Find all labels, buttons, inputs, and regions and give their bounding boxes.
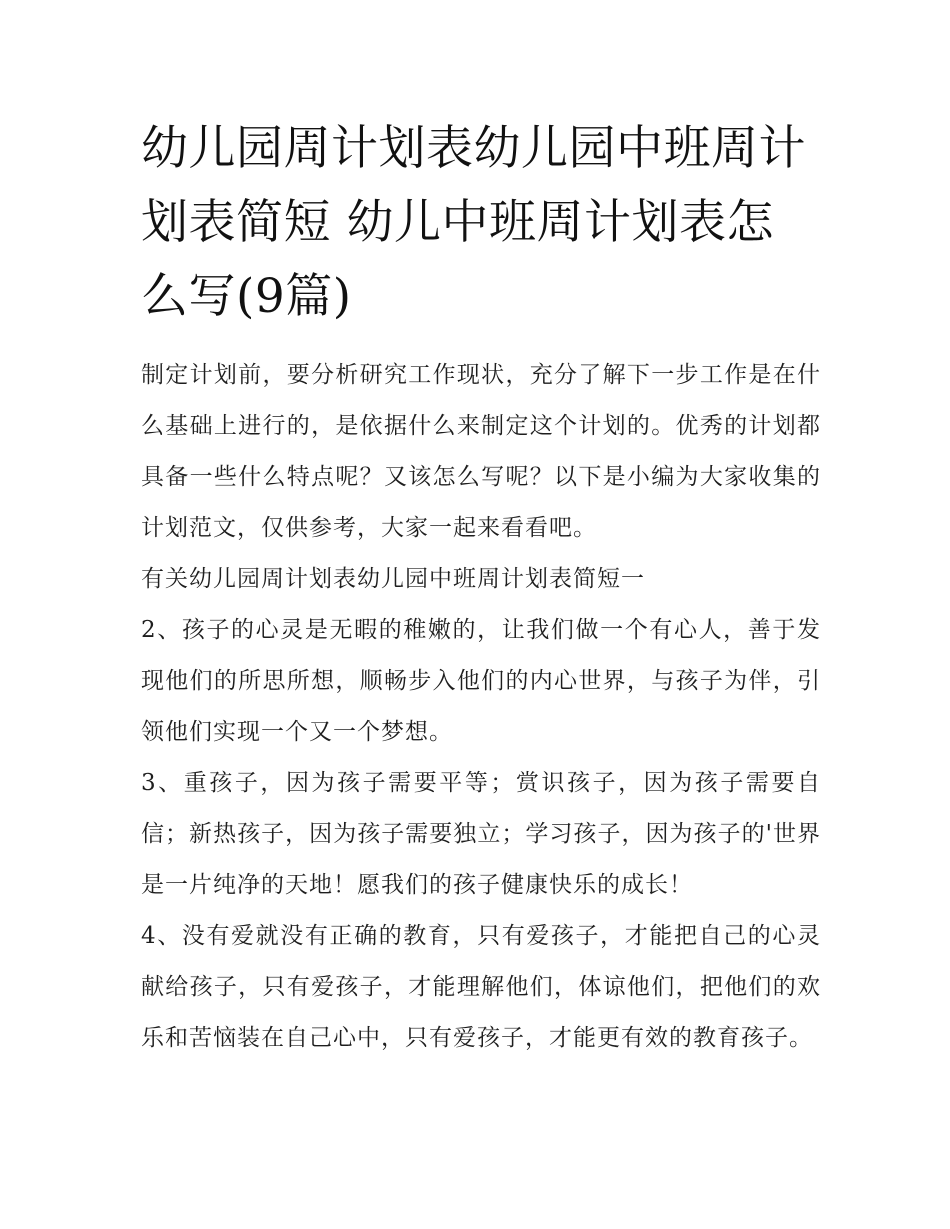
page-title: 幼儿园周计划表幼儿园中班周计划表简短 幼儿中班周计划表怎么写(9篇)	[141, 121, 806, 324]
body-paragraph: 2、孩子的心灵是无暇的稚嫩的，让我们做一个有心人，善于发现他们的所思所想，顺畅步入他们的内心世界，与孩子为伴，引领他们实现一个又一个梦想。	[141, 617, 821, 745]
body-paragraph: 4、没有爱就没有正确的教育，只有爱孩子，才能把自己的心灵献给孩子，只有爱孩子，才能理解他们，体谅他们，把他们的欢乐和苦恼装在自己心中，只有爱孩子，才能更有效的教育孩子。	[141, 923, 821, 1051]
intro-paragraph: 制定计划前，要分析研究工作现状，充分了解下一步工作是在什么基础上进行的，是依据什么来制定这个计划的。优秀的计划都具备一些什么特点呢？又该怎么写呢？以下是小编为大家收集的计划范文，仅供参考，大家一起来看看吧。	[141, 362, 821, 541]
section-heading: 有关幼儿园周计划表幼儿园中班周计划表简短一	[141, 566, 645, 592]
body-paragraph: 3、重孩子，因为孩子需要平等；赏识孩子，因为孩子需要自信；新热孩子，因为孩子需要独立；学习孩子，因为孩子的'世界是一片纯净的天地！愿我们的孩子健康快乐的成长！	[141, 770, 821, 898]
document-page	[141, 112, 821, 1064]
